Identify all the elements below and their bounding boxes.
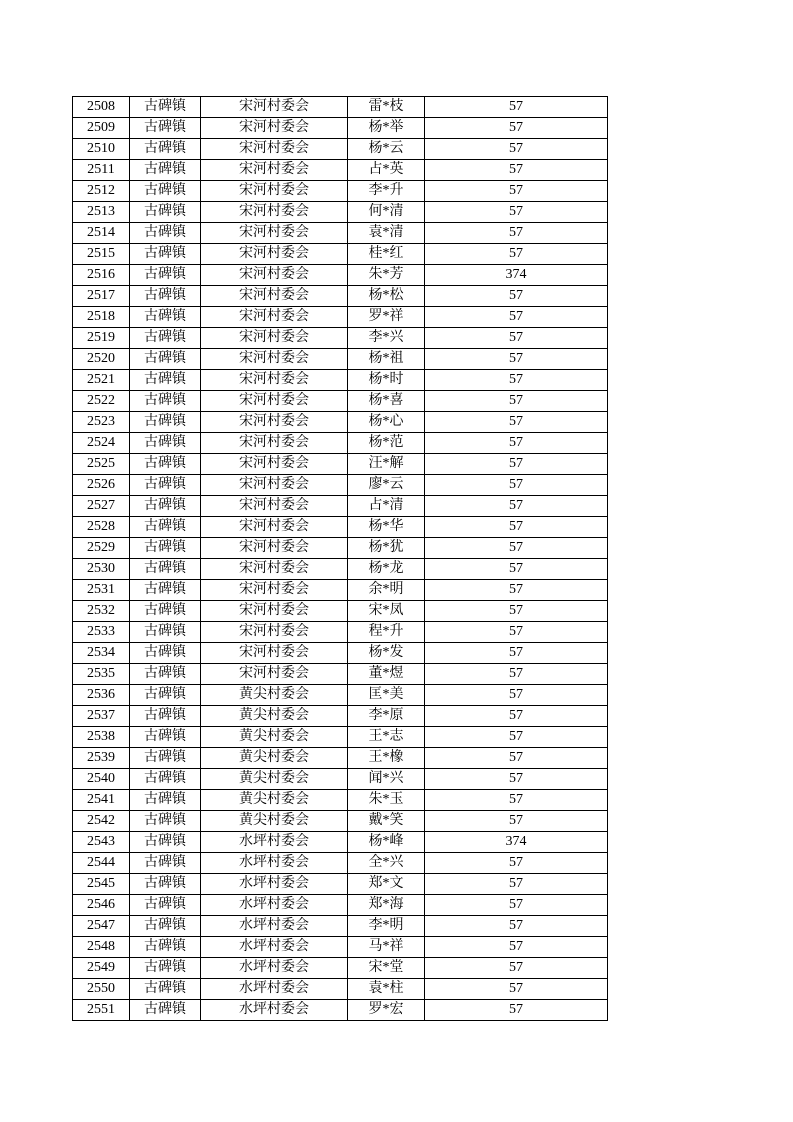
town-cell: 古碑镇 (130, 370, 201, 391)
row-number-cell: 2515 (73, 244, 130, 265)
amount-cell: 57 (425, 580, 608, 601)
table-row (73, 559, 608, 580)
person-name-cell: 朱*玉 (348, 790, 425, 811)
town-cell: 古碑镇 (130, 181, 201, 202)
row-number-cell: 2549 (73, 958, 130, 979)
village-committee-cell: 水坪村委会 (201, 937, 348, 958)
person-name-cell: 杨*发 (348, 643, 425, 664)
person-name-cell: 杨*龙 (348, 559, 425, 580)
amount-cell: 57 (425, 349, 608, 370)
person-name-cell: 杨*峰 (348, 832, 425, 853)
person-name-cell: 闻*兴 (348, 769, 425, 790)
amount-cell: 57 (425, 643, 608, 664)
town-cell: 古碑镇 (130, 517, 201, 538)
amount-cell: 57 (425, 853, 608, 874)
person-name-cell: 郑*海 (348, 895, 425, 916)
row-number-cell: 2539 (73, 748, 130, 769)
amount-cell: 57 (425, 748, 608, 769)
village-committee-cell: 水坪村委会 (201, 895, 348, 916)
amount-cell: 57 (425, 181, 608, 202)
town-cell: 古碑镇 (130, 727, 201, 748)
table-row (73, 874, 608, 895)
town-cell: 古碑镇 (130, 769, 201, 790)
table-row (73, 223, 608, 244)
row-number-cell: 2546 (73, 895, 130, 916)
village-committee-cell: 宋河村委会 (201, 181, 348, 202)
person-name-cell: 雷*枝 (348, 97, 425, 118)
person-name-cell: 戴*笑 (348, 811, 425, 832)
village-committee-cell: 宋河村委会 (201, 580, 348, 601)
row-number-cell: 2547 (73, 916, 130, 937)
village-committee-cell: 水坪村委会 (201, 979, 348, 1000)
table-row (73, 748, 608, 769)
row-number-cell: 2512 (73, 181, 130, 202)
table-row (73, 202, 608, 223)
row-number-cell: 2541 (73, 790, 130, 811)
village-committee-cell: 黄尖村委会 (201, 748, 348, 769)
person-name-cell: 李*兴 (348, 328, 425, 349)
row-number-cell: 2520 (73, 349, 130, 370)
row-number-cell: 2514 (73, 223, 130, 244)
village-committee-cell: 宋河村委会 (201, 454, 348, 475)
row-number-cell: 2548 (73, 937, 130, 958)
table-row (73, 685, 608, 706)
person-name-cell: 宋*凤 (348, 601, 425, 622)
village-committee-cell: 水坪村委会 (201, 1000, 348, 1021)
row-number-cell: 2550 (73, 979, 130, 1000)
person-name-cell: 罗*宏 (348, 1000, 425, 1021)
village-committee-cell: 宋河村委会 (201, 349, 348, 370)
village-committee-cell: 宋河村委会 (201, 328, 348, 349)
row-number-cell: 2525 (73, 454, 130, 475)
row-number-cell: 2528 (73, 517, 130, 538)
town-cell: 古碑镇 (130, 748, 201, 769)
row-number-cell: 2524 (73, 433, 130, 454)
table-row (73, 580, 608, 601)
amount-cell: 57 (425, 454, 608, 475)
village-committee-cell: 宋河村委会 (201, 475, 348, 496)
person-name-cell: 杨*范 (348, 433, 425, 454)
row-number-cell: 2523 (73, 412, 130, 433)
table-row (73, 664, 608, 685)
row-number-cell: 2537 (73, 706, 130, 727)
table-row (73, 349, 608, 370)
town-cell: 古碑镇 (130, 664, 201, 685)
row-number-cell: 2516 (73, 265, 130, 286)
table-row (73, 181, 608, 202)
person-name-cell: 朱*芳 (348, 265, 425, 286)
row-number-cell: 2535 (73, 664, 130, 685)
row-number-cell: 2508 (73, 97, 130, 118)
amount-cell: 57 (425, 559, 608, 580)
table-row (73, 769, 608, 790)
person-name-cell: 何*清 (348, 202, 425, 223)
table-row (73, 979, 608, 1000)
row-number-cell: 2519 (73, 328, 130, 349)
town-cell: 古碑镇 (130, 685, 201, 706)
amount-cell: 57 (425, 727, 608, 748)
village-committee-cell: 水坪村委会 (201, 874, 348, 895)
person-name-cell: 杨*犹 (348, 538, 425, 559)
village-committee-cell: 宋河村委会 (201, 517, 348, 538)
amount-cell: 374 (425, 265, 608, 286)
town-cell: 古碑镇 (130, 1000, 201, 1021)
row-number-cell: 2518 (73, 307, 130, 328)
village-committee-cell: 水坪村委会 (201, 853, 348, 874)
amount-cell: 57 (425, 937, 608, 958)
amount-cell: 57 (425, 769, 608, 790)
table-row (73, 832, 608, 853)
amount-cell: 57 (425, 622, 608, 643)
village-committee-cell: 宋河村委会 (201, 139, 348, 160)
town-cell: 古碑镇 (130, 328, 201, 349)
person-name-cell: 马*祥 (348, 937, 425, 958)
person-name-cell: 全*兴 (348, 853, 425, 874)
table-row (73, 286, 608, 307)
amount-cell: 57 (425, 811, 608, 832)
table-row (73, 433, 608, 454)
table-row (73, 895, 608, 916)
town-cell: 古碑镇 (130, 958, 201, 979)
village-committee-cell: 宋河村委会 (201, 244, 348, 265)
person-name-cell: 杨*举 (348, 118, 425, 139)
village-committee-cell: 宋河村委会 (201, 265, 348, 286)
table-row (73, 160, 608, 181)
person-name-cell: 董*煜 (348, 664, 425, 685)
village-committee-cell: 黄尖村委会 (201, 727, 348, 748)
town-cell: 古碑镇 (130, 202, 201, 223)
town-cell: 古碑镇 (130, 916, 201, 937)
row-number-cell: 2510 (73, 139, 130, 160)
town-cell: 古碑镇 (130, 496, 201, 517)
village-committee-cell: 水坪村委会 (201, 916, 348, 937)
town-cell: 古碑镇 (130, 790, 201, 811)
town-cell: 古碑镇 (130, 160, 201, 181)
table-row (73, 139, 608, 160)
table-row (73, 265, 608, 286)
village-committee-cell: 黄尖村委会 (201, 769, 348, 790)
person-name-cell: 郑*文 (348, 874, 425, 895)
row-number-cell: 2530 (73, 559, 130, 580)
roster-table (72, 96, 608, 1021)
amount-cell: 57 (425, 433, 608, 454)
amount-cell: 57 (425, 328, 608, 349)
town-cell: 古碑镇 (130, 412, 201, 433)
row-number-cell: 2538 (73, 727, 130, 748)
row-number-cell: 2551 (73, 1000, 130, 1021)
town-cell: 古碑镇 (130, 475, 201, 496)
row-number-cell: 2534 (73, 643, 130, 664)
town-cell: 古碑镇 (130, 643, 201, 664)
village-committee-cell: 宋河村委会 (201, 433, 348, 454)
town-cell: 古碑镇 (130, 286, 201, 307)
village-committee-cell: 宋河村委会 (201, 223, 348, 244)
town-cell: 古碑镇 (130, 601, 201, 622)
amount-cell: 57 (425, 538, 608, 559)
table-row (73, 391, 608, 412)
row-number-cell: 2527 (73, 496, 130, 517)
amount-cell: 57 (425, 286, 608, 307)
town-cell: 古碑镇 (130, 832, 201, 853)
table-row (73, 370, 608, 391)
town-cell: 古碑镇 (130, 622, 201, 643)
person-name-cell: 罗*祥 (348, 307, 425, 328)
row-number-cell: 2513 (73, 202, 130, 223)
table-row (73, 454, 608, 475)
person-name-cell: 李*升 (348, 181, 425, 202)
person-name-cell: 杨*喜 (348, 391, 425, 412)
town-cell: 古碑镇 (130, 349, 201, 370)
amount-cell: 57 (425, 664, 608, 685)
village-committee-cell: 黄尖村委会 (201, 811, 348, 832)
village-committee-cell: 宋河村委会 (201, 307, 348, 328)
village-committee-cell: 宋河村委会 (201, 496, 348, 517)
person-name-cell: 杨*祖 (348, 349, 425, 370)
amount-cell: 57 (425, 1000, 608, 1021)
town-cell: 古碑镇 (130, 433, 201, 454)
town-cell: 古碑镇 (130, 853, 201, 874)
row-number-cell: 2517 (73, 286, 130, 307)
table-row (73, 475, 608, 496)
table-row (73, 118, 608, 139)
row-number-cell: 2542 (73, 811, 130, 832)
town-cell: 古碑镇 (130, 874, 201, 895)
village-committee-cell: 宋河村委会 (201, 643, 348, 664)
person-name-cell: 杨*心 (348, 412, 425, 433)
row-number-cell: 2511 (73, 160, 130, 181)
row-number-cell: 2532 (73, 601, 130, 622)
amount-cell: 57 (425, 202, 608, 223)
person-name-cell: 廖*云 (348, 475, 425, 496)
row-number-cell: 2543 (73, 832, 130, 853)
table-row (73, 853, 608, 874)
village-committee-cell: 宋河村委会 (201, 97, 348, 118)
table-row (73, 244, 608, 265)
person-name-cell: 占*清 (348, 496, 425, 517)
table-row (73, 1000, 608, 1021)
table-row (73, 706, 608, 727)
village-committee-cell: 宋河村委会 (201, 622, 348, 643)
town-cell: 古碑镇 (130, 895, 201, 916)
table-row (73, 958, 608, 979)
row-number-cell: 2531 (73, 580, 130, 601)
amount-cell: 57 (425, 223, 608, 244)
roster-table-body (73, 97, 608, 1021)
person-name-cell: 余*明 (348, 580, 425, 601)
village-committee-cell: 宋河村委会 (201, 412, 348, 433)
table-row (73, 328, 608, 349)
table-row (73, 622, 608, 643)
person-name-cell: 杨*时 (348, 370, 425, 391)
person-name-cell: 王*橡 (348, 748, 425, 769)
table-row (73, 538, 608, 559)
amount-cell: 57 (425, 139, 608, 160)
person-name-cell: 程*升 (348, 622, 425, 643)
amount-cell: 57 (425, 475, 608, 496)
amount-cell: 57 (425, 370, 608, 391)
row-number-cell: 2545 (73, 874, 130, 895)
row-number-cell: 2526 (73, 475, 130, 496)
amount-cell: 57 (425, 118, 608, 139)
town-cell: 古碑镇 (130, 307, 201, 328)
row-number-cell: 2536 (73, 685, 130, 706)
person-name-cell: 王*志 (348, 727, 425, 748)
table-row (73, 643, 608, 664)
village-committee-cell: 宋河村委会 (201, 160, 348, 181)
table-row (73, 790, 608, 811)
table-row (73, 97, 608, 118)
table-row (73, 937, 608, 958)
village-committee-cell: 宋河村委会 (201, 391, 348, 412)
amount-cell: 57 (425, 601, 608, 622)
town-cell: 古碑镇 (130, 139, 201, 160)
row-number-cell: 2533 (73, 622, 130, 643)
town-cell: 古碑镇 (130, 559, 201, 580)
village-committee-cell: 宋河村委会 (201, 559, 348, 580)
village-committee-cell: 黄尖村委会 (201, 685, 348, 706)
table-row (73, 601, 608, 622)
village-committee-cell: 黄尖村委会 (201, 706, 348, 727)
person-name-cell: 李*明 (348, 916, 425, 937)
person-name-cell: 杨*松 (348, 286, 425, 307)
row-number-cell: 2509 (73, 118, 130, 139)
village-committee-cell: 水坪村委会 (201, 958, 348, 979)
village-committee-cell: 宋河村委会 (201, 118, 348, 139)
person-name-cell: 占*英 (348, 160, 425, 181)
amount-cell: 57 (425, 496, 608, 517)
person-name-cell: 李*原 (348, 706, 425, 727)
amount-cell: 57 (425, 979, 608, 1000)
person-name-cell: 桂*红 (348, 244, 425, 265)
town-cell: 古碑镇 (130, 244, 201, 265)
amount-cell: 57 (425, 412, 608, 433)
table-row (73, 916, 608, 937)
village-committee-cell: 水坪村委会 (201, 832, 348, 853)
row-number-cell: 2522 (73, 391, 130, 412)
town-cell: 古碑镇 (130, 811, 201, 832)
table-row (73, 727, 608, 748)
person-name-cell: 袁*清 (348, 223, 425, 244)
amount-cell: 57 (425, 244, 608, 265)
amount-cell: 57 (425, 958, 608, 979)
amount-cell: 57 (425, 391, 608, 412)
amount-cell: 57 (425, 790, 608, 811)
table-row (73, 412, 608, 433)
amount-cell: 57 (425, 874, 608, 895)
village-committee-cell: 宋河村委会 (201, 601, 348, 622)
person-name-cell: 匡*美 (348, 685, 425, 706)
town-cell: 古碑镇 (130, 979, 201, 1000)
town-cell: 古碑镇 (130, 454, 201, 475)
row-number-cell: 2529 (73, 538, 130, 559)
table-row (73, 496, 608, 517)
town-cell: 古碑镇 (130, 937, 201, 958)
amount-cell: 57 (425, 916, 608, 937)
town-cell: 古碑镇 (130, 391, 201, 412)
amount-cell: 57 (425, 706, 608, 727)
table-row (73, 811, 608, 832)
amount-cell: 374 (425, 832, 608, 853)
town-cell: 古碑镇 (130, 538, 201, 559)
amount-cell: 57 (425, 895, 608, 916)
town-cell: 古碑镇 (130, 223, 201, 244)
town-cell: 古碑镇 (130, 580, 201, 601)
village-committee-cell: 宋河村委会 (201, 370, 348, 391)
village-committee-cell: 宋河村委会 (201, 286, 348, 307)
row-number-cell: 2521 (73, 370, 130, 391)
village-committee-cell: 黄尖村委会 (201, 790, 348, 811)
town-cell: 古碑镇 (130, 706, 201, 727)
person-name-cell: 杨*云 (348, 139, 425, 160)
amount-cell: 57 (425, 160, 608, 181)
amount-cell: 57 (425, 97, 608, 118)
person-name-cell: 袁*柱 (348, 979, 425, 1000)
amount-cell: 57 (425, 685, 608, 706)
village-committee-cell: 宋河村委会 (201, 202, 348, 223)
row-number-cell: 2540 (73, 769, 130, 790)
person-name-cell: 汪*解 (348, 454, 425, 475)
table-row (73, 517, 608, 538)
person-name-cell: 杨*华 (348, 517, 425, 538)
town-cell: 古碑镇 (130, 265, 201, 286)
row-number-cell: 2544 (73, 853, 130, 874)
table-row (73, 307, 608, 328)
town-cell: 古碑镇 (130, 97, 201, 118)
person-name-cell: 宋*堂 (348, 958, 425, 979)
amount-cell: 57 (425, 307, 608, 328)
village-committee-cell: 宋河村委会 (201, 664, 348, 685)
town-cell: 古碑镇 (130, 118, 201, 139)
village-committee-cell: 宋河村委会 (201, 538, 348, 559)
amount-cell: 57 (425, 517, 608, 538)
